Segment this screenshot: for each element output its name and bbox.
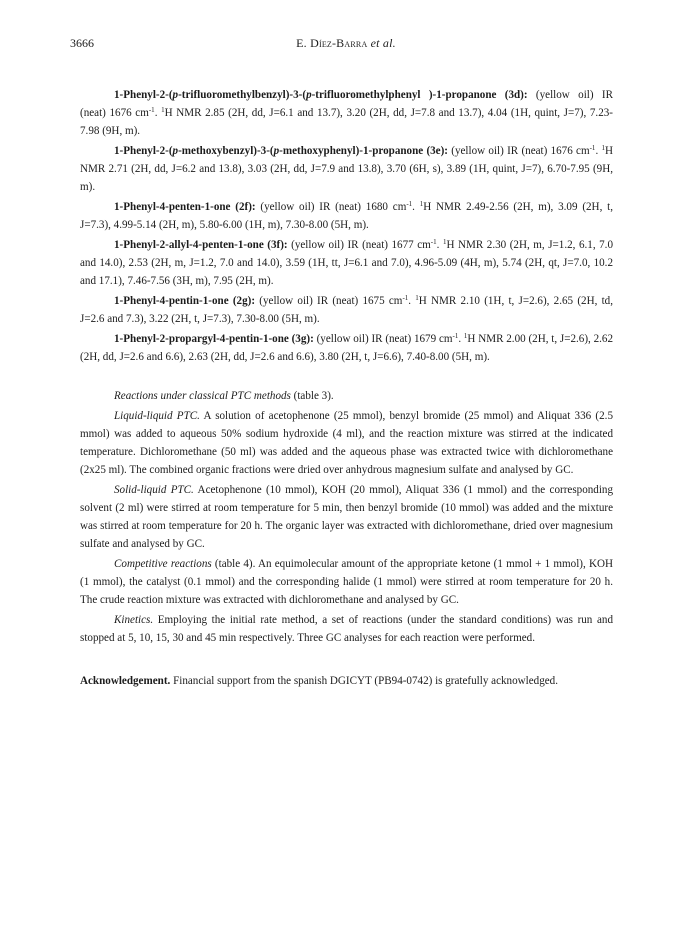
- section-gap: [80, 649, 613, 672]
- compound-entry: 1-Phenyl-4-penten-1-one (2f): (yellow oil) IR (neat) 1680 $cm^{-1}$. $^1$H NMR 2.49-2.56 (2H, m), 3.09 (2H, t, J=7.3), 4.99-5.14 (2H, m), 5.80-6.00 (1H, m), 7.30-8.00 (5H, m).: [80, 200, 613, 231]
- compound-name: 1-Phenyl-4-penten-1-one (2f):: [114, 201, 256, 213]
- author-et-al: et al.: [370, 36, 396, 50]
- acknowledgement: Acknowledgement. Financial support from the spanish DGICYT (PB94-0742) is gratefully acknowledged.: [80, 675, 558, 687]
- compound-name: 1-Phenyl-2-propargyl-4-pentin-1-one (3g):: [114, 333, 314, 345]
- compound-entry: 1-Phenyl-2-allyl-4-penten-1-one (3f): (yellow oil) IR (neat) 1677 $cm^{-1}$. $^1$H NMR 2.30 (2H, m, J=1.2, 6.1, 7.0 and 14.0), 2.53 (2H, m, J=1.2, 7.0 and 14.0), 3.59 (1H, tt, J=6.1 and 7.0), 4.96-5.09 (4H, m), 5.74 (2H, qt, J=7.0, 10.2 and 17.1), 7.46-7.56 (3H, m), 7.95 (2H, m).: [80, 238, 613, 287]
- paragraph-liquid-liquid: Liquid-liquid PTC. A solution of acetophenone (25 mmol), benzyl bromide (25 mmol) and Aliquat 336 (2.5 mmol) was added to aqueous 50% sodium hydroxide (4 ml), and the reaction mixture was stirred at the indicated temperature. Dichloromethane (50 ml) was added and the aqueous phase was extracted twice with dichloromethane (2x25 ml). The combined organic fractions were dried over anhydrous magnesium sulfate and analysed by GC.: [80, 410, 613, 476]
- section-heading-reactions: Reactions under classical PTC methods (table 3).: [114, 390, 334, 402]
- compound-entry: 1-Phenyl-2-(p-trifluoromethylbenzyl)-3-(p-trifluoromethylphenyl )-1-propanone (3d): (yellow oil) IR (neat) 1676 $cm^{-1}$. $^1$H NMR 2.85 (2H, dd, J=6.1 and 13.7), 3.20 (2H, dd, J=7.8 and 13.7), 4.04 (1H, quint, J=7), 7.23-7.98 (9H, m).: [80, 89, 613, 137]
- compound-entry: 1-Phenyl-2-(p-methoxybenzyl)-3-(p-methoxyphenyl)-1-propanone (3e): (yellow oil) IR (neat) 1676 $cm^{-1}$. $^1$H NMR 2.71 (2H, dd, J=6.2 and 13.8), 3.03 (2H, dd, J=7.9 and 13.8), 3.70 (6H, s), 3.89 (1H, quint, J=7), 6.70-7.95 (9H, m).: [80, 144, 613, 193]
- page-number: 3666: [70, 36, 94, 50]
- compound-name: 1-Phenyl-2-(p-trifluoromethylbenzyl)-3-(p-trifluoromethylphenyl )-1-propanone (3d):: [114, 89, 528, 101]
- paragraph-competitive: Competitive reactions (table 4). An equimolecular amount of the appropriate ketone (1 mmol + 1 mmol), KOH (1 mmol), the catalyst (0.1 mmol) and the corresponding halide (1 mmol) were stirred at room temperature for 20 h. The crude reaction mixture was extracted with dichloromethane and analysed by GC.: [80, 558, 613, 606]
- compound-name: 1-Phenyl-2-(p-methoxybenzyl)-3-(p-methoxyphenyl)-1-propanone (3e):: [114, 145, 448, 157]
- compound-name: 1-Phenyl-4-pentin-1-one (2g):: [114, 295, 256, 307]
- paragraph-solid-liquid: Solid-liquid PTC. Acetophenone (10 mmol), KOH (20 mmol), Aliquat 336 (1 mmol) and the corresponding solvent (2 ml) were stirred at room temperature for 5 min, then benzyl bromide (10 mmol) was added and the mixture was stirred at room temperature for 20 h. The organic layer was extracted with dichloromethane, dried over magnesium sulfate and analysed by GC.: [80, 484, 614, 550]
- compound-entry: 1-Phenyl-2-propargyl-4-pentin-1-one (3g): (yellow oil) IR (neat) 1679 $cm^{-1}$. $^1$H NMR 2.00 (2H, t, J=2.6), 2.62 (2H, dd, J=2.6 and 6.6), 2.63 (2H, dd, J=2.6 and 6.6), 3.80 (2H, t, J=6.6), 7.40-8.00 (5H, m).: [80, 332, 614, 363]
- running-header: [70, 36, 622, 52]
- author-surname: íez-Barra: [318, 36, 368, 50]
- compound-name: 1-Phenyl-2-allyl-4-penten-1-one (3f):: [114, 239, 288, 251]
- author-initial: E. D: [296, 36, 319, 50]
- compound-entry: 1-Phenyl-4-pentin-1-one (2g): (yellow oil) IR (neat) 1675 $cm^{-1}$. $^1$H NMR 2.10 (1H, t, J=2.6), 2.65 (2H, td, J=2.6 and 7.3), 3.22 (2H, t, J=7.3), 7.30-8.00 (5H, m).: [80, 294, 613, 325]
- section-gap: [80, 368, 613, 387]
- body-text: [80, 86, 613, 692]
- paragraph-kinetics: Kinetics. Employing the initial rate method, a set of reactions (under the standard conditions) was run and stopped at 5, 10, 15, 30 and 45 min respectively. Three GC analyses for each reaction were performed.: [80, 614, 613, 644]
- running-head-author: [70, 36, 622, 51]
